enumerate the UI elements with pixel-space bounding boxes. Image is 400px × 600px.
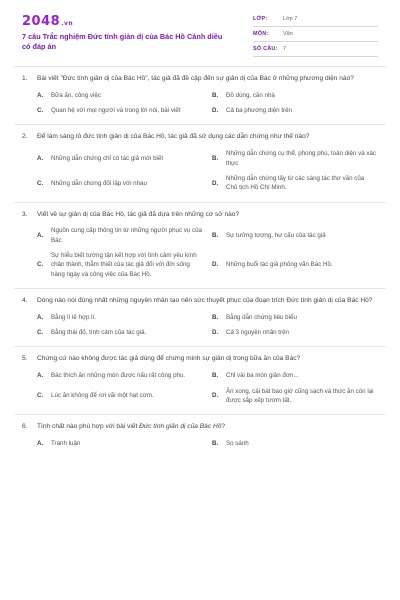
option-a[interactable] (37, 223, 212, 248)
option-a[interactable] (37, 88, 212, 103)
option-text: Bằng thái độ, tình cảm của tác giả. (51, 329, 147, 337)
question-separator (14, 202, 386, 203)
option-text: Bác thích ăn những món được nấu rất công phu. (51, 372, 186, 380)
logo-suffix: .vn (61, 20, 74, 27)
answer-options (37, 310, 382, 341)
option-a[interactable] (37, 436, 212, 451)
option-letter: A. (37, 372, 44, 380)
option-d[interactable] (212, 248, 387, 282)
question-body-italic: Đức tính giản dị của Bác Hồ (139, 423, 222, 431)
question-3 (0, 210, 400, 282)
option-letter: D. (212, 261, 219, 269)
site-logo[interactable] (22, 14, 73, 29)
option-a[interactable] (37, 146, 212, 171)
meta-row-question-count (253, 42, 378, 57)
option-d[interactable] (212, 325, 387, 340)
option-d[interactable] (212, 384, 387, 409)
option-b[interactable] (212, 88, 387, 103)
option-letter: C. (37, 392, 44, 400)
question-list (0, 74, 400, 451)
option-text: Tranh luận (51, 440, 81, 448)
option-text: So sánh (226, 440, 249, 448)
option-text: Cả ba phương diện trên (226, 107, 292, 115)
option-text: Ăn xong, cái bát bao giờ cũng sạch và thức ăn còn lại được sắp xếp tươm tất. (226, 387, 374, 404)
option-d[interactable] (212, 171, 387, 196)
question-number: 2. (22, 133, 28, 141)
option-text: Bằng lí lẽ hợp lí. (51, 313, 96, 321)
option-letter: A. (37, 232, 44, 240)
meta-info (253, 12, 378, 57)
option-text: Lúc ăn không để rơi vãi một hạt cơm. (51, 392, 154, 400)
answer-options (37, 223, 382, 281)
question-number: 6. (22, 423, 28, 431)
option-text: Cả 3 nguyên nhân trên (226, 329, 289, 337)
option-text: Nguồn cung cấp thông tin từ những người phục vụ của Bác (51, 227, 202, 244)
question-text (22, 132, 382, 142)
meta-row-grade (253, 12, 378, 27)
meta-value: Văn (283, 31, 293, 37)
question-separator (14, 346, 386, 347)
question-2 (0, 132, 400, 195)
option-text: Quan hệ với mọi người và trong lời nói, bài viết (51, 107, 181, 115)
option-c[interactable] (37, 103, 212, 118)
meta-key: MÔN: (253, 31, 269, 37)
option-letter: A. (37, 313, 44, 321)
option-c[interactable] (37, 325, 212, 340)
question-body: Chứng cứ nào không được tác giả dùng để chứng minh sự giản dị trong bữa ăn của Bác? (37, 355, 301, 363)
option-letter: D. (212, 107, 219, 115)
question-separator (14, 288, 386, 289)
question-body-suffix: ? (221, 423, 226, 431)
option-text: Sự hiểu biết tường tận kết hợp với tình cảm yêu kính chân thành, thắm thiết của tác giả đối với đời sống hàng ngày và công việc của Bác Hồ. (51, 252, 197, 278)
option-b[interactable] (212, 146, 387, 171)
logo-main: 2048 (22, 14, 61, 29)
question-4 (0, 296, 400, 340)
option-letter: C. (37, 261, 44, 269)
answer-options (37, 146, 382, 195)
meta-row-subject (253, 27, 378, 42)
option-text: Chỉ vài ba món giản đơn... (226, 372, 299, 380)
option-letter: D. (212, 179, 219, 187)
meta-key: SỐ CÂU: (253, 46, 278, 52)
question-5 (0, 354, 400, 408)
question-text (22, 354, 382, 364)
question-text (22, 74, 382, 84)
option-letter: A. (37, 155, 44, 163)
question-body: Để làm sáng tỏ đức tính giản dị của Bác Hồ, tác giả đã sử dụng các dẫn chứng như thế nào? (37, 133, 310, 141)
option-b[interactable] (212, 223, 387, 248)
page-header (0, 0, 400, 62)
option-letter: C. (37, 107, 44, 115)
question-number: 5. (22, 355, 28, 363)
question-text (22, 210, 382, 220)
option-text: Sự tưởng tượng, hư cấu của tác giả (226, 232, 326, 240)
option-text: Những dẫn chứng lấy từ các sáng tác thơ văn của Chủ tịch Hồ Chí Minh. (226, 174, 365, 192)
meta-key: LỚP: (253, 16, 268, 22)
question-body: Dòng nào nói đúng nhất những nguyên nhân tạo nên sức thuyết phục của đoạn trích Đức tính giản dị của Bác Hồ? (37, 296, 373, 304)
meta-value: Lớp 7 (283, 16, 298, 22)
option-letter: C. (37, 329, 44, 337)
option-text: Đồ dùng, căn nhà (226, 91, 275, 99)
option-c[interactable] (37, 384, 212, 409)
question-body: Viết về sự giản dị của Bác Hồ, tác giả đã dựa trên những cơ sở nào? (37, 210, 240, 218)
option-b[interactable] (212, 436, 387, 451)
answer-options (37, 88, 382, 119)
question-text (22, 422, 382, 432)
option-d[interactable] (212, 103, 387, 118)
document-title: 7 câu Trắc nghiệm Đức tính giản dị của Bác Hồ Cánh diều có đáp án (22, 32, 223, 51)
option-text: Bằng dẫn chứng tiêu biểu (226, 313, 297, 321)
option-letter: B. (212, 232, 219, 240)
question-text (22, 296, 382, 306)
option-b[interactable] (212, 368, 387, 383)
question-number: 4. (22, 296, 28, 304)
option-letter: B. (212, 372, 219, 380)
meta-value: 7 (283, 46, 287, 52)
question-separator (14, 414, 386, 415)
question-1 (0, 74, 400, 118)
option-letter: C. (37, 179, 44, 187)
question-number: 1. (22, 75, 28, 82)
option-letter: D. (212, 392, 219, 400)
option-letter: B. (212, 155, 219, 163)
option-letter: A. (37, 440, 44, 448)
option-letter: D. (212, 329, 219, 337)
option-letter: B. (212, 313, 219, 321)
option-letter: B. (212, 440, 219, 448)
option-b[interactable] (212, 310, 387, 325)
option-letter: B. (212, 91, 219, 99)
question-6 (0, 422, 400, 451)
answer-options (37, 436, 382, 451)
option-a[interactable] (37, 310, 212, 325)
option-text: Những dẫn chứng đối lập với nhau (51, 179, 147, 187)
option-letter: A. (37, 91, 44, 99)
question-body: Bài viết "Đức tính giản dị của Bác Hồ", tác giả đã đề cập đến sự giản dị của Bác ở những phương diện nào? (37, 75, 354, 82)
option-text: Những buổi tác giả phỏng vấn Bác Hồ. (226, 261, 333, 269)
option-text: Những dẫn chứng chỉ có tác giả mới biết (51, 155, 164, 163)
header-divider (14, 66, 386, 67)
option-text: Những dẫn chứng cụ thể, phong phú, toàn diện và xác thực (226, 150, 377, 167)
question-body-prefix: Tính chất nào phù hợp với bài viết (37, 423, 140, 431)
option-a[interactable] (37, 368, 212, 383)
option-text: Bữa ăn, công việc (51, 91, 101, 99)
answer-options (37, 368, 382, 408)
option-c[interactable] (37, 171, 212, 196)
question-body (37, 422, 382, 432)
option-c[interactable] (37, 248, 212, 282)
question-separator (14, 124, 386, 125)
question-number: 3. (22, 210, 28, 218)
